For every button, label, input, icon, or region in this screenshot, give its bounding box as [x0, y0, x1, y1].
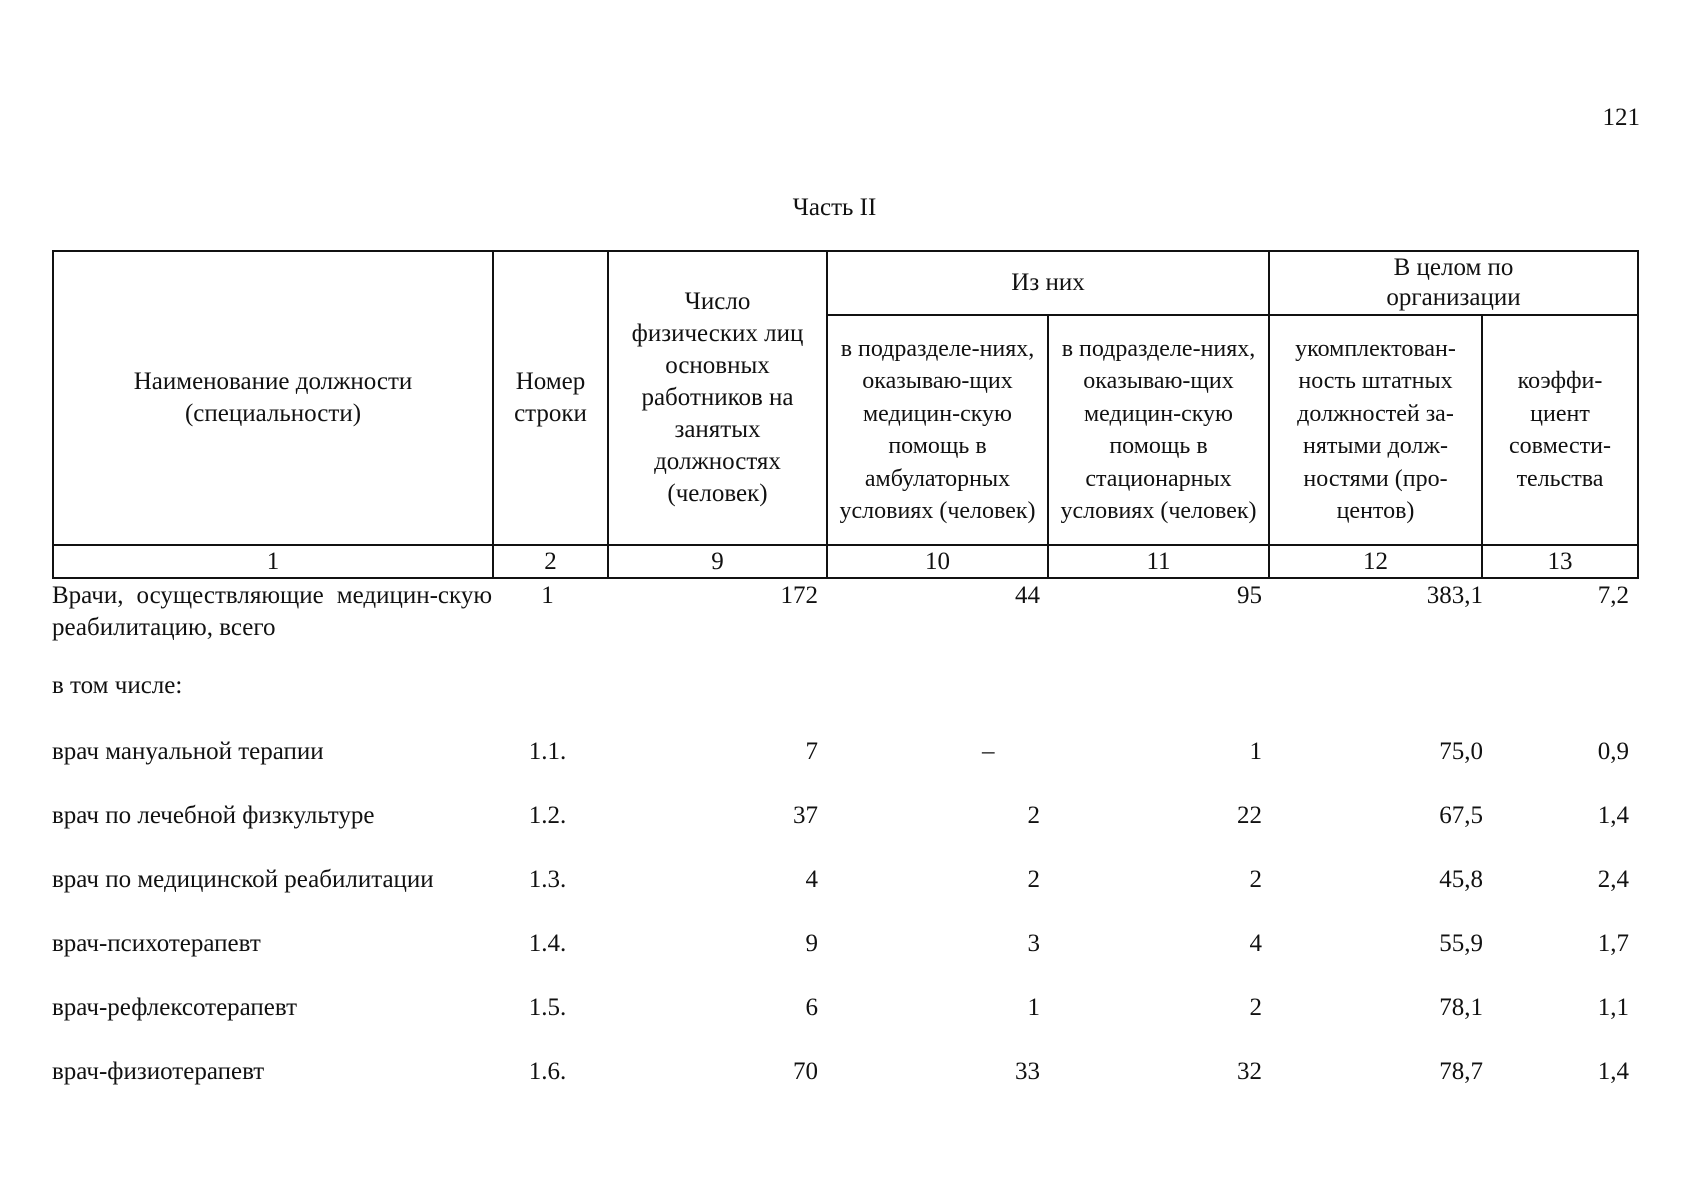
row-name: врач-рефлексотерапевт: [52, 994, 298, 1021]
row-value: 172: [780, 582, 818, 609]
subheading: в том числе:: [52, 672, 183, 699]
header-line-number: Номер строки: [493, 251, 608, 545]
header-persons-count: Число физических лиц основных работников на занятых должностях (человек): [608, 251, 827, 545]
row-name: врач по медицинской реабилитации: [52, 866, 434, 893]
row-value: 1,4: [1597, 802, 1629, 829]
header-inpatient: в подразделе-ниях, оказываю-щих медицин-скую помощь в стационарных условиях (человек): [1048, 315, 1269, 545]
row-value: 1,7: [1597, 930, 1629, 957]
row-value: 2,4: [1597, 866, 1629, 893]
row-value: 7,2: [1597, 582, 1629, 609]
header-of-them: Из них: [827, 251, 1269, 315]
table-row-total: [52, 580, 1637, 644]
table-row: [52, 736, 1637, 800]
row-value: 3: [1027, 930, 1040, 957]
column-number: 2: [493, 545, 608, 578]
row-value: 1: [1249, 738, 1262, 765]
row-value: 44: [1015, 582, 1040, 609]
row-value: 383,1: [1426, 582, 1483, 609]
row-line-number: 1.4.: [528, 930, 567, 957]
row-line-number: 1.2.: [528, 802, 567, 829]
row-name: врач-психотерапевт: [52, 930, 261, 957]
row-value: 0,9: [1597, 738, 1629, 765]
row-value: 78,1: [1439, 994, 1483, 1021]
column-number: 11: [1048, 545, 1269, 578]
column-number: 1: [53, 545, 493, 578]
row-value: 32: [1237, 1058, 1262, 1085]
row-line-number: 1: [541, 582, 554, 609]
row-value: 33: [1015, 1058, 1040, 1085]
row-value: 4: [1249, 930, 1262, 957]
column-number: 12: [1269, 545, 1482, 578]
column-number: 10: [827, 545, 1048, 578]
row-value: 1,1: [1597, 994, 1629, 1021]
row-name: врач-физиотерапевт: [52, 1058, 265, 1085]
row-value: 70: [793, 1058, 818, 1085]
part-title: [0, 194, 1691, 222]
header-position-name: Наименование должности (специальности): [53, 251, 493, 545]
row-value: 55,9: [1439, 930, 1483, 957]
row-value: 1,4: [1597, 1058, 1629, 1085]
row-name: врач мануальной терапии: [52, 738, 324, 765]
row-value: 78,7: [1439, 1058, 1483, 1085]
row-value: 45,8: [1439, 866, 1483, 893]
row-value: 95: [1237, 582, 1262, 609]
row-value: 7: [805, 738, 818, 765]
row-line-number: 1.6.: [528, 1058, 567, 1085]
column-number: 13: [1482, 545, 1638, 578]
row-value: 67,5: [1439, 802, 1483, 829]
row-value: 2: [1249, 866, 1262, 893]
row-value: –: [982, 738, 995, 765]
row-line-number: 1.3.: [528, 866, 567, 893]
table-row: [52, 992, 1637, 1056]
row-value: 2: [1027, 866, 1040, 893]
row-value: 37: [793, 802, 818, 829]
row-value: 4: [805, 866, 818, 893]
table-row: [52, 1056, 1637, 1120]
row-value: 1: [1027, 994, 1040, 1021]
row-line-number: 1.5.: [528, 994, 567, 1021]
row-value: 2: [1249, 994, 1262, 1021]
header-outpatient: в подразделе-ниях, оказываю-щих медицин-скую помощь в амбулаторных условиях (человек): [827, 315, 1048, 545]
table-row: [52, 864, 1637, 928]
column-number: 9: [608, 545, 827, 578]
row-value: 2: [1027, 802, 1040, 829]
header-table: [52, 250, 1639, 579]
table-row: [52, 800, 1637, 864]
row-name: Врачи, осуществляющие медицин-скую реабилитацию, всего: [52, 582, 492, 641]
table-row: [52, 928, 1637, 992]
page-number: 121: [1602, 104, 1640, 131]
header-staffing: укомплектован-ность штатных должностей за-нятыми долж-ностями (про-центов): [1269, 315, 1482, 545]
header-coefficient: коэффи-циент совмести-тельства: [1482, 315, 1638, 545]
row-line-number: 1.1.: [528, 738, 567, 765]
row-value: 9: [805, 930, 818, 957]
row-name: врач по лечебной физкультуре: [52, 802, 375, 829]
part-title-text: Часть II: [792, 194, 877, 221]
row-value: 22: [1237, 802, 1262, 829]
row-value: 6: [805, 994, 818, 1021]
row-value: 75,0: [1439, 738, 1483, 765]
header-organization-total: В целом по организации: [1269, 251, 1638, 315]
